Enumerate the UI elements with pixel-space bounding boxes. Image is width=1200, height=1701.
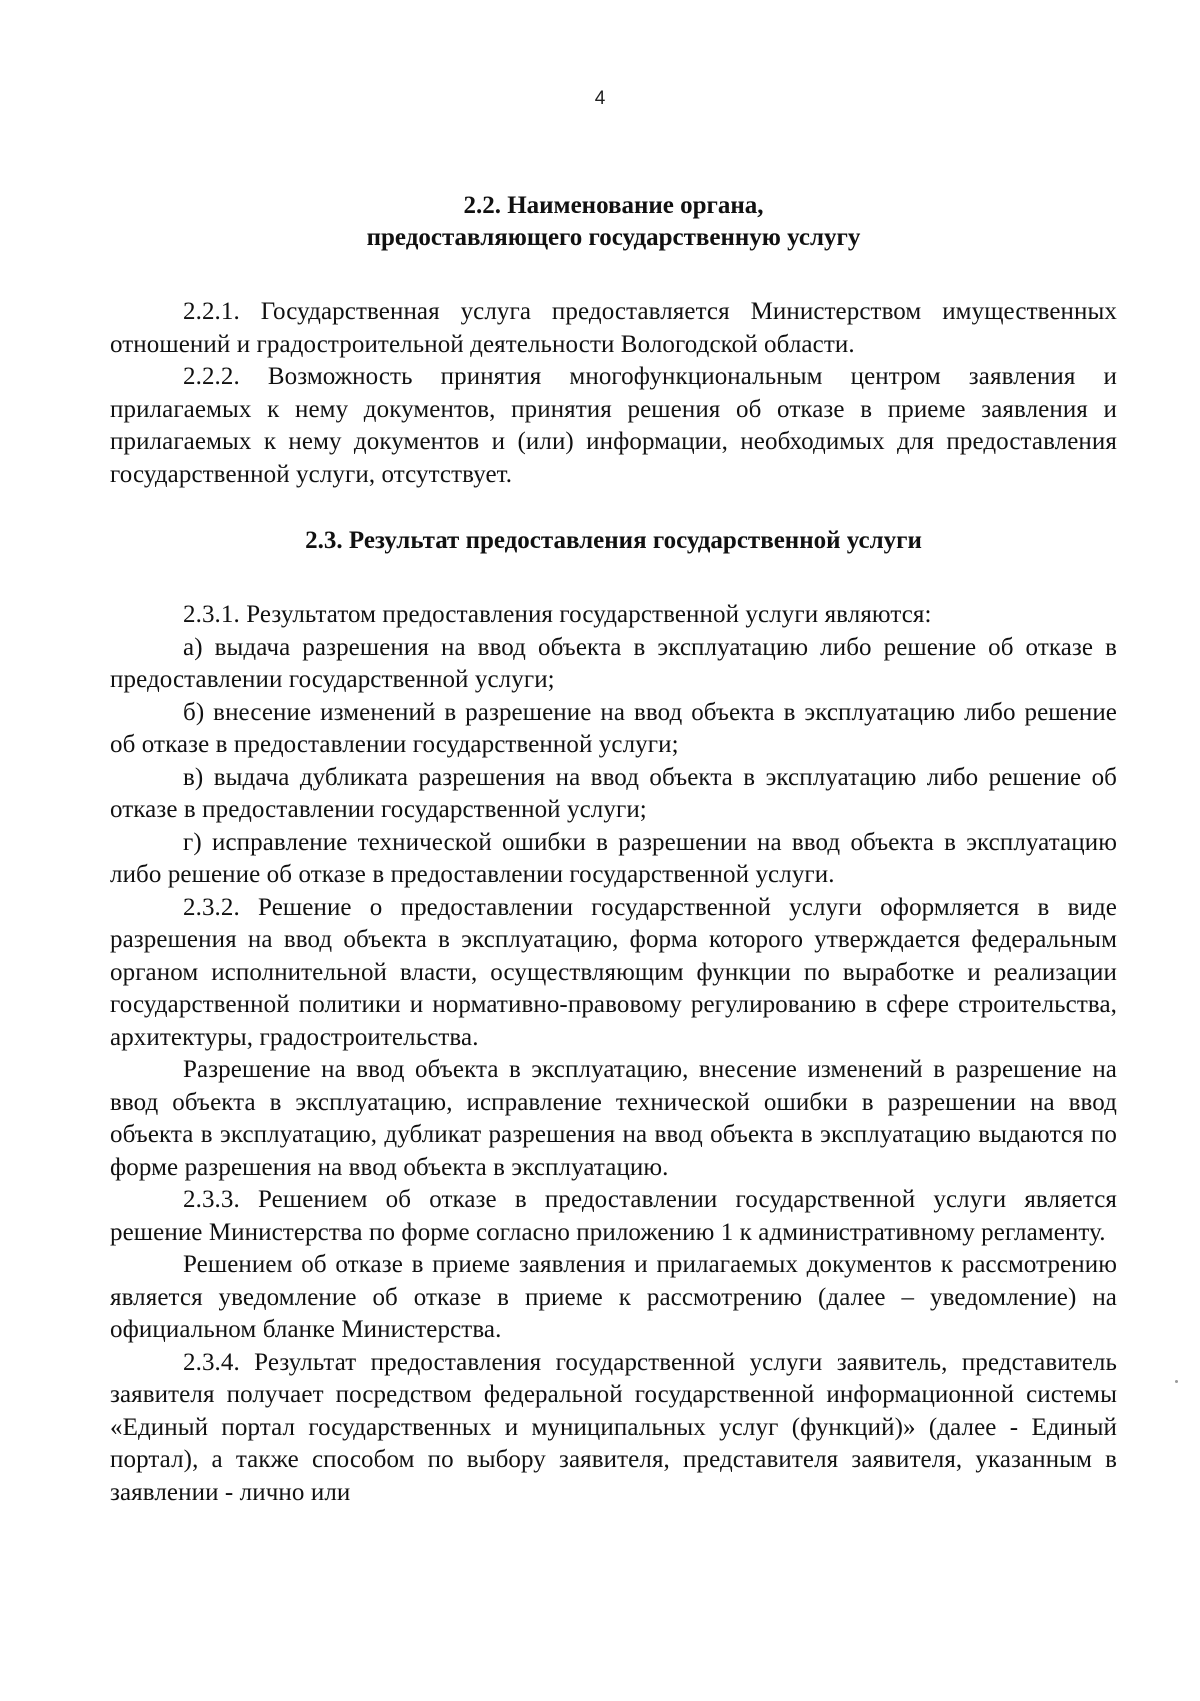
section-2-3 <box>110 525 1117 1509</box>
list-item-g: г) исправление технической ошибки в разрешении на ввод объекта в эксплуатацию либо решение об отказе в предоставлении государственной услуги. <box>110 828 1117 888</box>
page-number: 4 <box>594 88 606 109</box>
section-2-2-heading <box>110 190 1117 254</box>
list-item-a: а) выдача разрешения на ввод объекта в эксплуатацию либо решение об отказе в предоставлении государственной услуги; <box>110 633 1117 693</box>
paragraph-2-3-4: 2.3.4. Результат предоставления государственной услуги заявитель, представитель заявителя получает посредством федеральной государственной информационной системы «Единый портал государственных и муниципальных услуг (функций)» (далее - Единый портал), а также способом по выбору заявителя, представителя заявителя, указанным в заявлении - лично или <box>110 1348 1117 1506</box>
list-item-v: в) выдача дубликата разрешения на ввод объекта в эксплуатацию либо решение об отказе в предоставлении государственной услуги; <box>110 763 1117 823</box>
section-2-2 <box>110 190 1117 491</box>
list-item-b: б) внесение изменений в разрешение на ввод объекта в эксплуатацию либо решение об отказе в предоставлении государственной услуги; <box>110 698 1117 758</box>
heading-line-1: 2.2. Наименование органа, <box>463 192 764 219</box>
paragraph-2-3-2: 2.3.2. Решение о предоставлении государственной услуги оформляется в виде разрешения на ввод объекта в эксплуатацию, форма которого утверждается федеральным органом исполнительной власти, осуществляющим функции по выработке и реализации государственной политики и нормативно-правовому регулированию в сфере строительства, архитектуры, градостроительства. <box>110 893 1117 1051</box>
document-body <box>110 190 1117 1509</box>
scan-speck <box>1175 1380 1178 1383</box>
paragraph-refusal-notice: Решением об отказе в приеме заявления и прилагаемых документов к рассмотрению является уведомление об отказе в приеме к рассмотрению (далее – уведомление) на официальном бланке Министерства. <box>110 1251 1117 1343</box>
heading-line-2: предоставляющего государственную услугу <box>366 224 861 251</box>
paragraph-2-3-1: 2.3.1. Результатом предоставления государственной услуги являются: <box>183 601 932 628</box>
paragraph-2-3-3: 2.3.3. Решением об отказе в предоставлении государственной услуги является решение Министерства по форме согласно приложению 1 к административному регламенту. <box>110 1186 1117 1246</box>
paragraph-permit-forms: Разрешение на ввод объекта в эксплуатацию, внесение изменений в разрешение на ввод объекта в эксплуатацию, исправление технической ошибки в разрешении на ввод объекта в эксплуатацию, дубликат разрешения на ввод объекта в эксплуатацию выдаются по форме разрешения на ввод объекта в эксплуатацию. <box>110 1056 1117 1181</box>
paragraph-2-2-1: 2.2.1. Государственная услуга предоставляется Министерством имущественных отношений и градостроительной деятельности Вологодской области. <box>110 298 1117 358</box>
paragraph-2-2-2: 2.2.2. Возможность принятия многофункциональным центром заявления и прилагаемых к нему документов, принятия решения об отказе в приеме заявления и прилагаемых к нему документов и (или) информации, необходимых для предоставления государственной услуги, отсутствует. <box>110 363 1117 488</box>
section-2-3-heading: 2.3. Результат предоставления государственной услуги <box>305 527 922 554</box>
